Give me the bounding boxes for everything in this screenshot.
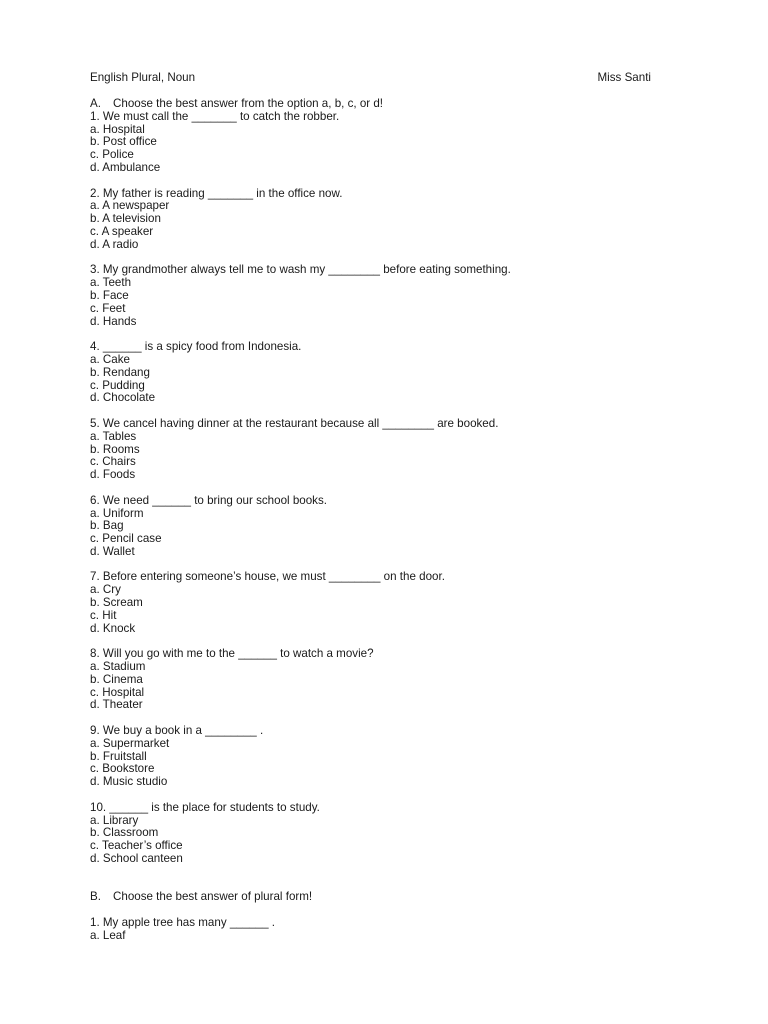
answer-option: b. Rooms [90,442,140,456]
answer-option: b. Bag [90,519,124,533]
question-block [90,341,690,405]
answer-option: c. Chairs [90,455,136,469]
answer-option: d. A radio [90,237,139,251]
section-b-heading [90,891,690,904]
answer-option: d. Music studio [90,775,168,789]
teacher-name: Miss Santi [597,71,651,84]
answer-option: a. Cry [90,583,121,597]
question-block [90,648,690,712]
answer-option: a. Stadium [90,660,146,674]
question-block [90,111,690,175]
section-a-heading [90,98,690,111]
answer-option: a. Uniform [90,506,144,520]
answer-option: c. Teacher’s office [90,839,183,853]
worksheet-title: English Plural, Noun [90,71,196,84]
section-letter: B. [90,890,101,904]
answer-option: c. Bookstore [90,762,155,776]
answer-option: d. School canteen [90,852,183,866]
question-block [90,188,690,252]
answer-option: d. Knock [90,621,136,635]
question-text: 9. We buy a book in a ________ . [90,724,264,738]
question-text: 4. ______ is a spicy food from Indonesia. [90,340,302,354]
answer-option: a. Hospital [90,122,145,136]
answer-option: a. Leaf [90,928,126,942]
answer-option: a. Cake [90,352,130,366]
question-block [90,571,690,635]
answer-option: a. A newspaper [90,199,170,213]
answer-option: a. Supermarket [90,736,170,750]
question-text: 1. My apple tree has many ______ . [90,916,275,929]
answer-option: c. Pencil case [90,532,162,546]
answer-option: d. Wallet [90,544,135,558]
answer-option: b. Fruitstall [90,749,147,763]
question-text: 6. We need ______ to bring our school books. [90,493,327,507]
answer-option: c. Pudding [90,378,145,392]
question-block [90,917,690,943]
answer-option: b. Cinema [90,672,143,686]
answer-option: d. Chocolate [90,391,156,405]
answer-option: b. Scream [90,596,143,610]
answer-option: a. Teeth [90,276,132,290]
question-block [90,418,690,482]
question-text: 2. My father is reading _______ in the office now. [90,186,343,200]
answer-option: c. Hospital [90,685,145,699]
question-block [90,495,690,559]
answer-option: c. Hit [90,608,117,622]
answer-option: a. Library [90,813,139,827]
answer-option: b. Rendang [90,365,150,379]
answer-option: c. A speaker [90,224,154,238]
question-block [90,725,690,789]
answer-option: a. Tables [90,429,137,443]
section-instruction: Choose the best answer of plural form! [113,890,313,904]
question-text: 3. My grandmother always tell me to wash my ________ before eating something. [90,263,511,277]
question-text: 5. We cancel having dinner at the restaurant because all ________ are booked. [90,416,499,430]
answer-option: d. Ambulance [90,160,161,174]
answer-option: b. Classroom [90,826,159,840]
question-text: 1. We must call the _______ to catch the robber. [90,109,340,123]
question-text: 10. ______ is the place for students to study. [90,800,320,814]
question-block [90,802,690,866]
answer-option: d. Foods [90,468,136,482]
page-header [90,72,651,85]
section-instruction: Choose the best answer from the option a, b, c, or d! [113,97,384,110]
question-text: 8. Will you go with me to the ______ to watch a movie? [90,647,374,661]
answer-option: b. Post office [90,135,157,149]
answer-option: b. Face [90,288,129,302]
answer-option: c. Police [90,148,134,162]
answer-option: d. Theater [90,698,143,712]
question-text: 7. Before entering someone’s house, we must ________ on the door. [90,570,445,584]
answer-option: d. Hands [90,314,137,328]
question-block [90,264,690,328]
answer-option: c. Feet [90,301,126,315]
answer-option: b. A television [90,212,161,226]
worksheet-content [90,98,690,943]
section-letter: A. [90,97,101,110]
